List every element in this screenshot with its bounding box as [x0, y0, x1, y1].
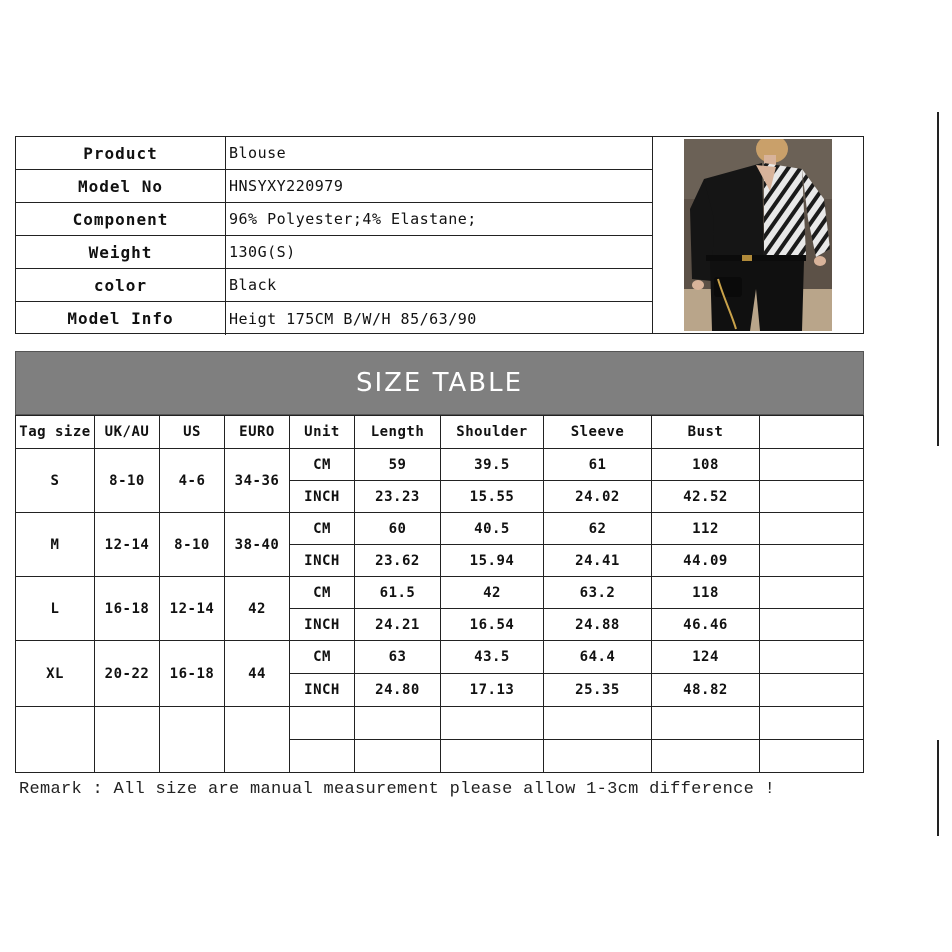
info-label: Weight [16, 236, 226, 268]
remark-text: Remark : All size are manual measurement please allow 1-3cm difference ! [19, 780, 776, 799]
info-label: color [16, 269, 226, 301]
uk-cell: 20-22 [94, 640, 160, 707]
info-value: Blouse [229, 144, 287, 162]
euro-cell: 44 [224, 640, 290, 707]
unit-cell: INCH [289, 608, 355, 641]
size-tag-cell: L [15, 576, 95, 641]
unit-cell: INCH [289, 544, 355, 577]
bust-cell: 124 [651, 640, 760, 674]
size-table [15, 415, 864, 773]
empty-cell [354, 706, 441, 740]
empty-cell [759, 576, 864, 609]
header-cell: UK/AU [94, 415, 160, 449]
bust-cell: 108 [651, 448, 760, 481]
unit-cell: INCH [289, 480, 355, 513]
info-label: Component [16, 203, 226, 235]
empty-cell [651, 739, 760, 773]
shoulder-cell: 39.5 [440, 448, 544, 481]
header-cell: Bust [651, 415, 760, 449]
uk-cell: 16-18 [94, 576, 160, 641]
length-cell: 59 [354, 448, 441, 481]
us-cell: 16-18 [159, 640, 225, 707]
length-cell: 24.21 [354, 608, 441, 641]
euro-cell: 42 [224, 576, 290, 641]
header-cell: US [159, 415, 225, 449]
empty-cell [759, 480, 864, 513]
info-value: HNSYXY220979 [229, 177, 344, 195]
unit-cell: INCH [289, 673, 355, 707]
us-cell: 12-14 [159, 576, 225, 641]
info-value: Heigt 175CM B/W/H 85/63/90 [229, 309, 477, 328]
info-label: Product [16, 137, 226, 169]
header-cell: EURO [224, 415, 290, 449]
edge-divider [937, 740, 939, 836]
length-cell: 23.23 [354, 480, 441, 513]
info-row-product [16, 137, 653, 170]
info-row-model-no [16, 170, 653, 203]
info-label: Model No [16, 170, 226, 202]
euro-cell: 38-40 [224, 512, 290, 577]
shoulder-cell: 15.94 [440, 544, 544, 577]
empty-cell [759, 673, 864, 707]
product-info-table [15, 136, 864, 334]
size-table-title: SIZE TABLE [15, 351, 864, 415]
empty-cell [289, 706, 355, 740]
sleeve-cell: 64.4 [543, 640, 652, 674]
euro-cell: 34-36 [224, 448, 290, 513]
shoulder-cell: 17.13 [440, 673, 544, 707]
empty-cell [759, 608, 864, 641]
header-cell: Shoulder [440, 415, 544, 449]
info-row-weight [16, 236, 653, 269]
info-row-color [16, 269, 653, 302]
empty-cell [759, 544, 864, 577]
empty-cell [759, 448, 864, 481]
shoulder-cell: 15.55 [440, 480, 544, 513]
info-value: Black [229, 276, 277, 294]
length-cell: 61.5 [354, 576, 441, 609]
empty-cell [159, 706, 225, 773]
bust-cell: 48.82 [651, 673, 760, 707]
unit-cell: CM [289, 576, 355, 609]
length-cell: 63 [354, 640, 441, 674]
size-tag-cell: M [15, 512, 95, 577]
empty-cell [759, 706, 864, 740]
sleeve-cell: 24.02 [543, 480, 652, 513]
empty-cell [289, 739, 355, 773]
us-cell: 4-6 [159, 448, 225, 513]
empty-cell [543, 739, 652, 773]
length-cell: 60 [354, 512, 441, 545]
shoulder-cell: 16.54 [440, 608, 544, 641]
empty-cell [224, 706, 290, 773]
bust-cell: 44.09 [651, 544, 760, 577]
empty-cell [759, 640, 864, 674]
size-tag-cell: XL [15, 640, 95, 707]
header-cell: Sleeve [543, 415, 652, 449]
unit-cell: CM [289, 448, 355, 481]
bust-cell: 112 [651, 512, 760, 545]
empty-cell [759, 512, 864, 545]
bust-cell: 42.52 [651, 480, 760, 513]
sleeve-cell: 24.41 [543, 544, 652, 577]
size-tag-cell: S [15, 448, 95, 513]
photo-cell [652, 137, 863, 333]
sleeve-cell: 62 [543, 512, 652, 545]
unit-cell: CM [289, 640, 355, 674]
sleeve-cell: 25.35 [543, 673, 652, 707]
sleeve-cell: 24.88 [543, 608, 652, 641]
uk-cell: 12-14 [94, 512, 160, 577]
info-row-model-info [16, 302, 653, 335]
info-value: 96% Polyester;4% Elastane; [229, 210, 477, 228]
bust-cell: 46.46 [651, 608, 760, 641]
sleeve-cell: 63.2 [543, 576, 652, 609]
uk-cell: 8-10 [94, 448, 160, 513]
info-row-component [16, 203, 653, 236]
shoulder-cell: 43.5 [440, 640, 544, 674]
model-photo-icon [684, 139, 832, 331]
info-label: Model Info [16, 302, 226, 335]
bust-cell: 118 [651, 576, 760, 609]
empty-cell [759, 739, 864, 773]
length-cell: 24.80 [354, 673, 441, 707]
header-cell: Unit [289, 415, 355, 449]
info-value: 130G(S) [229, 243, 296, 261]
length-cell: 23.62 [354, 544, 441, 577]
header-cell: Length [354, 415, 441, 449]
us-cell: 8-10 [159, 512, 225, 577]
shoulder-cell: 42 [440, 576, 544, 609]
empty-cell [15, 706, 95, 773]
empty-cell [440, 706, 544, 740]
empty-cell [354, 739, 441, 773]
edge-divider [937, 112, 939, 446]
empty-cell [94, 706, 160, 773]
empty-cell [651, 706, 760, 740]
empty-cell [543, 706, 652, 740]
header-cell [759, 415, 864, 449]
unit-cell: CM [289, 512, 355, 545]
header-cell: Tag size [15, 415, 95, 449]
sleeve-cell: 61 [543, 448, 652, 481]
empty-cell [440, 739, 544, 773]
shoulder-cell: 40.5 [440, 512, 544, 545]
